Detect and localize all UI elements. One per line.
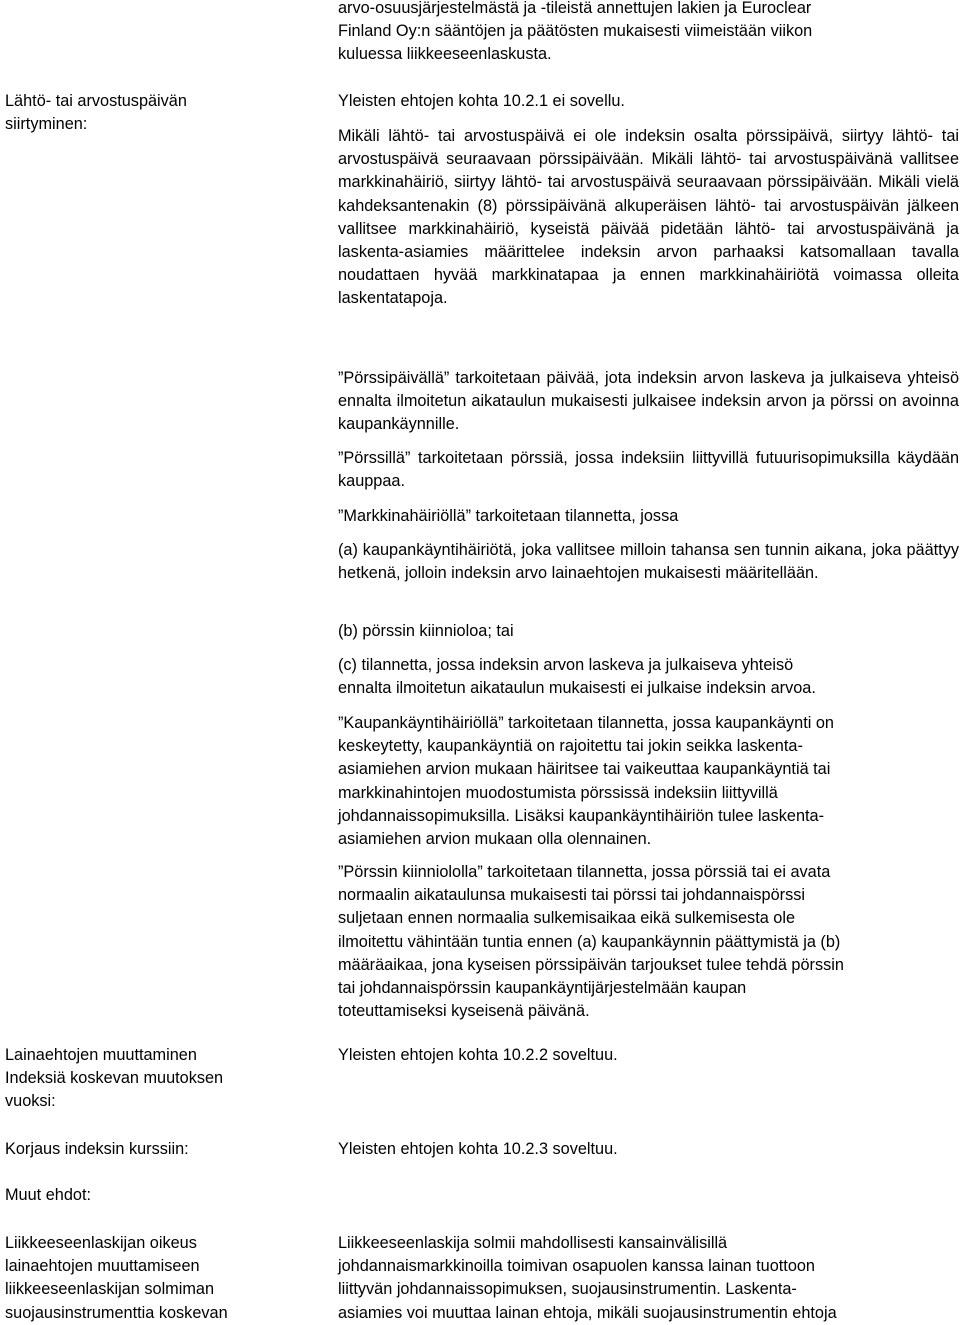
markkinahairio-item-a: (a) kaupankäyntihäiriötä, joka vallitsee milloin tahansa sen tunnin aikana, joka päättyy hetkenä, jolloin indeksin arvo lainaehtojen mukaisesti määritellään. [338, 541, 959, 583]
text-line: ennalta ilmoitetun aikataulun mukaisesti ei julkaise indeksin arvoa. [338, 679, 816, 698]
text-line: liikkeeseenlaskijan solmiman [5, 1280, 215, 1299]
text-line: Liikkeeseenlaskija solmii mahdollisesti kansainvälisillä [338, 1234, 728, 1252]
porssi-definition: ”Pörssillä” tarkoitetaan pörssiä, jossa indeksiin liittyvillä futuurisopimuksilla käydään kauppaa. [338, 449, 959, 491]
siirtyminen-general-terms: Yleisten ehtojen kohta 10.2.1 ei sovellu. [338, 92, 625, 110]
text-line: kuluessa liikkeeseenlaskusta. [338, 45, 552, 64]
muut-ehdot-heading: Muut ehdot: [5, 1186, 91, 1204]
text-line: suojausinstrumenttia koskevan [5, 1303, 228, 1322]
siirtyminen-label: Lähtö- tai arvostuspäivän siirtyminen: [5, 92, 187, 134]
text-line: määräaikaa, jona kyseisen pörssipäivän tarjoukset tulee tehdä pörssin [338, 955, 844, 974]
text-line: tai johdannaispörssin kaupankäyntijärjestelmään kaupan [338, 979, 747, 998]
liikkeeseenlaskijan-oikeus-value [338, 1232, 959, 1325]
text-line: Finland Oy:n sääntöjen ja päätösten mukaisesti viimeistään viikon [338, 22, 813, 41]
kaupankayntihairio-definition [338, 712, 959, 851]
text-line: liittyvän johdannaissopimuksen, suojausinstrumentin. Laskenta- [338, 1280, 797, 1299]
text-line: suljetaan ennen normaalia sulkemisaikaa eikä sulkemisesta ole [338, 909, 796, 928]
text-line: keskeytetty, kaupankäyntiä on rajoitettu tai jokin seikka laskenta- [338, 737, 803, 756]
markkinahairio-item-c [338, 654, 959, 700]
text-line: Indeksiä koskevan muutoksen [5, 1069, 224, 1088]
korjaus-value: Yleisten ehtojen kohta 10.2.3 soveltuu. [338, 1140, 618, 1158]
korjaus-label: Korjaus indeksin kurssiin: [5, 1140, 189, 1158]
porssin-kiinniolo-definition [338, 861, 959, 1023]
text-line: Liikkeeseenlaskijan oikeus [5, 1234, 197, 1252]
lainaehtojen-muuttaminen-value: Yleisten ehtojen kohta 10.2.2 soveltuu. [338, 1046, 618, 1064]
text-line: asiamies voi muuttaa lainan ehtoja, mikäli suojausinstrumentin ehtoja [338, 1303, 837, 1322]
siirtyminen-body: Mikäli lähtö- tai arvostuspäivä ei ole indeksin osalta pörssipäivä, siirtyy lähtö- tai arvostuspäivä seuraavaan pörssipäivään. Mikäli lähtö- tai arvostuspäivänä vallitsee markkinahäiriö, siirtyy lähtö- tai arvostuspäivä seuraavaan pörssipäivään. Mikäli vielä kahdeksantenakin (8) pörssipäivänä alkuperäisen lähtö- tai arvostuspäivän jälkeen vallitsee markkinahäiriö, kyseistä päivää pidetään lähtö- tai arvostuspäivänä ja laskenta-asiamies määrittelee indeksin arvon parhaaksi katsomallaan tavalla noudattaen hyvää markkinatapaa ja ennen markkinahäiriötä voimassa olleita laskentatapoja. [338, 127, 959, 308]
text-line: markkinahintojen muodostumista pörssissä indeksiin liittyvillä [338, 783, 778, 802]
text-line: ”Pörssin kiinniololla” tarkoitetaan tilannetta, jossa pörssiä tai ei avata [338, 863, 831, 881]
text-line: arvo-osuusjärjestelmästä ja -tileistä annettujen lakien ja Euroclear [338, 0, 812, 17]
text-line: normaalin aikataulunsa mukaisesti tai pörssi tai johdannaispörssi [338, 886, 805, 905]
porssipaiva-definition: ”Pörssipäivällä” tarkoitetaan päivää, jota indeksin arvon laskeva ja julkaiseva yhteisö ennalta ilmoitetun aikataulun mukaisesti julkaisee indeksin arvon ja pörssi on avoinna kaupankäynnille. [338, 369, 959, 434]
text-line: johdannaissopimuksilla. Lisäksi kaupankäyntihäiriön tulee laskenta- [338, 806, 825, 825]
text-line: asiamiehen arvion mukaan häiritsee tai vaikeuttaa kaupankäyntiä tai [338, 760, 831, 779]
lainaehtojen-muuttaminen-label [5, 1044, 295, 1114]
liikkeeseenlaskijan-oikeus-label [5, 1232, 295, 1325]
text-line: asiamiehen arvion mukaan olla olennainen. [338, 830, 652, 849]
text-line: toteuttamiseksi kyseisenä päivänä. [338, 1002, 590, 1021]
text-line: johdannaismarkkinoilla toimivan osapuolen kanssa lainan tuottoon [338, 1257, 815, 1276]
intro-paragraph [338, 0, 959, 67]
markkinahairio-definition: ”Markkinahäiriöllä” tarkoitetaan tilannetta, jossa [338, 507, 679, 525]
markkinahairio-item-b: (b) pörssin kiinnioloa; tai [338, 622, 514, 640]
text-line: ilmoitettu vähintään tuntia ennen (a) kaupankäynnin päättymistä ja (b) [338, 932, 841, 951]
text-line: Lainaehtojen muuttaminen [5, 1046, 197, 1064]
text-line: lainaehtojen muuttamiseen [5, 1257, 200, 1276]
text-line: vuoksi: [5, 1092, 56, 1111]
text-line: ”Kaupankäyntihäiriöllä” tarkoitetaan tilannetta, jossa kaupankäynti on [338, 714, 834, 732]
text-line: (c) tilannetta, jossa indeksin arvon laskeva ja julkaiseva yhteisö [338, 656, 794, 674]
